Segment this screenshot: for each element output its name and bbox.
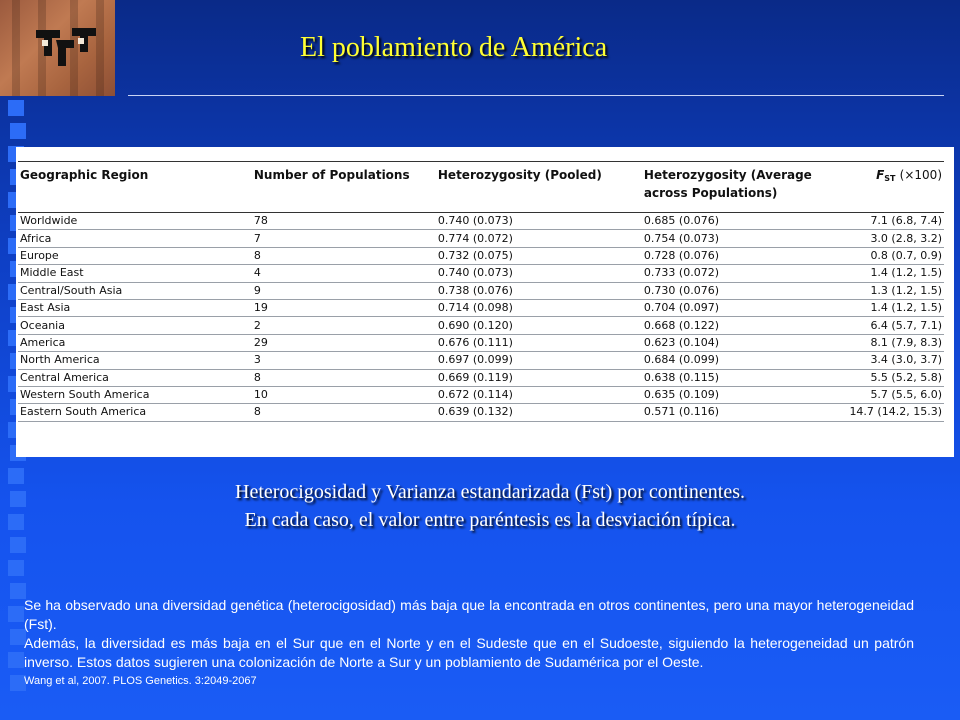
cell-populations: 8	[252, 247, 436, 264]
cell-fst: 1.3 (1.2, 1.5)	[838, 282, 944, 299]
rail-square	[10, 491, 26, 507]
cell-average: 0.704 (0.097)	[642, 299, 838, 316]
slide-title: El poblamiento de América	[300, 32, 608, 63]
cell-populations: 9	[252, 282, 436, 299]
cell-average: 0.754 (0.073)	[642, 230, 838, 247]
cell-average: 0.635 (0.109)	[642, 386, 838, 403]
caption-line-2: En cada caso, el valor entre paréntesis es la desviación típica.	[244, 509, 736, 531]
cell-pooled: 0.774 (0.072)	[436, 230, 642, 247]
table-row	[18, 299, 944, 316]
cell-populations: 19	[252, 299, 436, 316]
caption-line-1: Heterocigosidad y Varianza estandarizada (Fst) por continentes.	[235, 481, 745, 503]
logo-image	[0, 0, 115, 96]
cell-pooled: 0.732 (0.075)	[436, 247, 642, 264]
cell-fst: 5.7 (5.5, 6.0)	[838, 386, 944, 403]
rail-square	[8, 100, 24, 116]
header-number-of-populations: Number of Populations	[252, 162, 436, 213]
cell-region: Central America	[18, 369, 252, 386]
cell-pooled: 0.639 (0.132)	[436, 404, 642, 421]
rail-square	[8, 514, 24, 530]
table-row	[18, 230, 944, 247]
rail-square	[8, 560, 24, 576]
rail-square	[10, 537, 26, 553]
logo-mark-icon	[34, 26, 98, 70]
cell-pooled: 0.740 (0.073)	[436, 265, 642, 282]
table-row	[18, 404, 944, 421]
cell-populations: 2	[252, 317, 436, 334]
table-row	[18, 213, 944, 230]
cell-average: 0.730 (0.076)	[642, 282, 838, 299]
fst-subscript: ST	[884, 174, 896, 183]
cell-pooled: 0.697 (0.099)	[436, 352, 642, 369]
table-row	[18, 334, 944, 351]
cell-average: 0.623 (0.104)	[642, 334, 838, 351]
cell-average: 0.728 (0.076)	[642, 247, 838, 264]
explanation-text	[24, 596, 914, 691]
cell-average: 0.668 (0.122)	[642, 317, 838, 334]
cell-average: 0.571 (0.116)	[642, 404, 838, 421]
header-heterozygosity-pooled: Heterozygosity (Pooled)	[436, 162, 642, 213]
cell-region: East Asia	[18, 299, 252, 316]
cell-fst: 3.4 (3.0, 3.7)	[838, 352, 944, 369]
cell-average: 0.684 (0.099)	[642, 352, 838, 369]
fst-unit: (×100)	[899, 168, 942, 182]
cell-pooled: 0.738 (0.076)	[436, 282, 642, 299]
header-fst	[838, 162, 944, 213]
table-body	[18, 213, 944, 422]
cell-pooled: 0.676 (0.111)	[436, 334, 642, 351]
cell-region: Oceania	[18, 317, 252, 334]
cell-region: Africa	[18, 230, 252, 247]
cell-populations: 8	[252, 404, 436, 421]
cell-populations: 8	[252, 369, 436, 386]
cell-pooled: 0.740 (0.073)	[436, 213, 642, 230]
table-row	[18, 247, 944, 264]
fst-symbol: F	[876, 168, 885, 182]
cell-fst: 3.0 (2.8, 3.2)	[838, 230, 944, 247]
cell-fst: 8.1 (7.9, 8.3)	[838, 334, 944, 351]
cell-fst: 14.7 (14.2, 15.3)	[838, 404, 944, 421]
table-row	[18, 265, 944, 282]
cell-region: North America	[18, 352, 252, 369]
table-row	[18, 317, 944, 334]
cell-fst: 6.4 (5.7, 7.1)	[838, 317, 944, 334]
table-row	[18, 352, 944, 369]
explanation-paragraph-1: Se ha observado una diversidad genética (heterocigosidad) más baja que la encontrada en otros continentes, pero una mayor heterogeneidad (Fst).	[24, 597, 914, 632]
table-caption	[120, 478, 860, 534]
cell-pooled: 0.672 (0.114)	[436, 386, 642, 403]
cell-region: Central/South Asia	[18, 282, 252, 299]
cell-fst: 1.4 (1.2, 1.5)	[838, 299, 944, 316]
cell-pooled: 0.669 (0.119)	[436, 369, 642, 386]
table-header-row	[18, 162, 944, 213]
cell-region: Eastern South America	[18, 404, 252, 421]
cell-region: Worldwide	[18, 213, 252, 230]
rail-square	[8, 606, 24, 622]
explanation-paragraph-2: Además, la diversidad es más baja en el Sur que en el Norte y en el Sudeste que en el Sudoeste, siguiendo la heterogeneidad un patrón inverso. Estos datos sugieren una colonización de Norte a Sur y un poblamiento de Sudamérica por el Oeste.	[24, 635, 914, 670]
header-heterozygosity-average: Heterozygosity (Average across Populations)	[642, 162, 838, 213]
cell-pooled: 0.690 (0.120)	[436, 317, 642, 334]
title-divider	[128, 95, 944, 96]
table-row	[18, 369, 944, 386]
cell-region: Europe	[18, 247, 252, 264]
header-geographic-region: Geographic Region	[18, 162, 252, 213]
data-table-panel	[16, 147, 954, 457]
cell-populations: 4	[252, 265, 436, 282]
rail-square	[10, 123, 26, 139]
table-row	[18, 386, 944, 403]
cell-fst: 0.8 (0.7, 0.9)	[838, 247, 944, 264]
cell-fst: 5.5 (5.2, 5.8)	[838, 369, 944, 386]
cell-average: 0.733 (0.072)	[642, 265, 838, 282]
cell-populations: 78	[252, 213, 436, 230]
cell-fst: 1.4 (1.2, 1.5)	[838, 265, 944, 282]
heterozygosity-table	[18, 161, 944, 422]
cell-populations: 10	[252, 386, 436, 403]
cell-populations: 29	[252, 334, 436, 351]
cell-average: 0.685 (0.076)	[642, 213, 838, 230]
cell-populations: 3	[252, 352, 436, 369]
rail-square	[8, 468, 24, 484]
cell-region: Western South America	[18, 386, 252, 403]
citation: Wang et al, 2007. PLOS Genetics. 3:2049-2067	[24, 675, 257, 687]
rail-square	[8, 652, 24, 668]
table-row	[18, 282, 944, 299]
cell-fst: 7.1 (6.8, 7.4)	[838, 213, 944, 230]
cell-region: Middle East	[18, 265, 252, 282]
cell-populations: 7	[252, 230, 436, 247]
cell-region: America	[18, 334, 252, 351]
cell-average: 0.638 (0.115)	[642, 369, 838, 386]
cell-pooled: 0.714 (0.098)	[436, 299, 642, 316]
